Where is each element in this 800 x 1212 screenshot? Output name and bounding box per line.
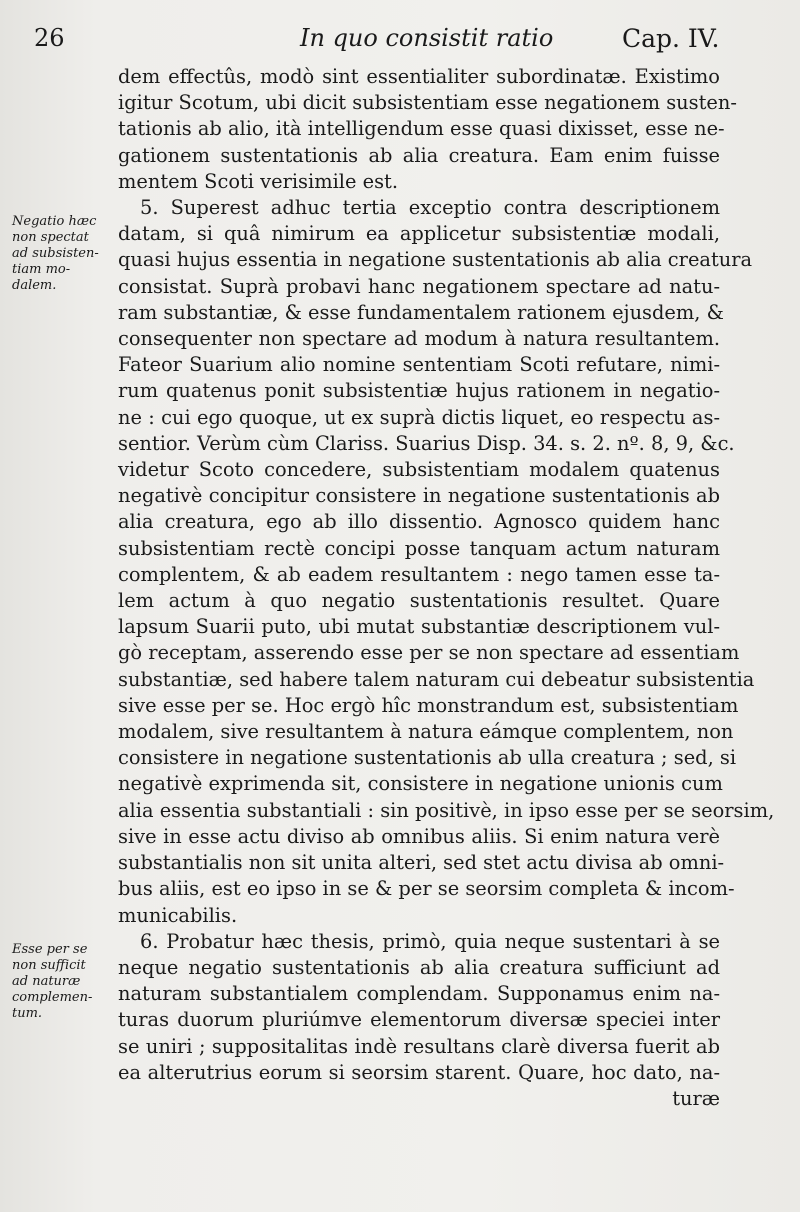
- text-line: gò receptam, asserendo esse per se non spectare ad essentiam: [118, 641, 740, 665]
- text-line: videtur Scoto concedere, subsistentiam modalem quatenus: [118, 458, 720, 482]
- text-line: lem actum à quo negatio sustentationis resultet. Quare: [118, 589, 720, 613]
- text-line: ram substantiæ, & esse fundamentalem rationem ejusdem, &: [118, 300, 724, 324]
- body-text: [118, 64, 775, 1112]
- margin-note-line: Negatio hæc: [12, 214, 97, 229]
- text-line: igitur Scotum, ubi dicit subsistentiam esse negationem susten-: [118, 91, 737, 115]
- text-line: sive in esse actu diviso ab omnibus aliis. Si enim natura verè: [118, 824, 720, 848]
- text-line: mentem Scoti verisimile est.: [118, 169, 399, 193]
- text-line: consistere in negatione sustentationis ab ulla creatura ; sed, si: [118, 746, 737, 770]
- text-line: consequenter non spectare ad modum à natura resultantem.: [118, 327, 720, 351]
- text-line: negativè concipitur consistere in negatione sustentationis ab: [118, 484, 720, 508]
- page-number: 26: [34, 24, 65, 52]
- text-line: municabilis.: [118, 903, 238, 927]
- margin-note-line: dalem.: [12, 278, 57, 293]
- margin-note-1: [12, 214, 112, 294]
- text-line: substantiæ, sed habere talem naturam cui debeatur subsistentia: [118, 667, 755, 691]
- text-line: naturam substantialem complendam. Supponamus enim na-: [118, 982, 720, 1006]
- text-line: rum quatenus ponit subsistentiæ hujus rationem in negatio-: [118, 379, 720, 403]
- text-line: negativè exprimenda sit, consistere in negatione unionis cum: [118, 772, 723, 796]
- text-line: quasi hujus essentia in negatione sustentationis ab alia creatura: [118, 248, 753, 272]
- chapter-label: Cap. IV.: [622, 24, 720, 53]
- margin-note-line: ad subsisten-: [12, 246, 99, 261]
- margin-note-2: [12, 942, 112, 1022]
- running-title: In quo consistit ratio: [300, 24, 554, 52]
- text-line: gationem sustentationis ab alia creatura. Eam enim fuisse: [118, 143, 720, 167]
- text-line: alia creatura, ego ab illo dissentio. Agnosco quidem hanc: [118, 510, 720, 534]
- text-line: sive esse per se. Hoc ergò hîc monstrandum est, subsistentiam: [118, 693, 739, 717]
- text-line: subsistentiam rectè concipi posse tanquam actum naturam: [118, 536, 720, 560]
- text-line: modalem, sive resultantem à natura eámque complentem, non: [118, 720, 734, 744]
- text-line: alia essentia substantiali : sin positivè, in ipso esse per se seorsim,: [118, 798, 775, 822]
- margin-note-line: tum.: [12, 1006, 43, 1021]
- margin-note-line: tiam mo-: [12, 262, 71, 277]
- text-line: bus aliis, est eo ipso in se & per se seorsim completa & incom-: [118, 877, 735, 901]
- margin-note-line: non spectat: [12, 230, 89, 245]
- margin-note-line: ad naturæ: [12, 974, 81, 989]
- text-line: turas duorum pluriúmve elementorum diversæ speciei inter: [118, 1008, 720, 1032]
- text-line: se uniri ; suppositalitas indè resultans clarè diversa fuerit ab: [118, 1034, 720, 1058]
- text-line: dem effectûs, modò sint essentialiter subordinatæ. Existimo: [118, 65, 720, 88]
- text-line: 5. Superest adhuc tertia exceptio contra descriptionem: [140, 196, 720, 220]
- page-header: [30, 18, 780, 58]
- text-line: 6. Probatur hæc thesis, primò, quia neque sustentari à se: [140, 929, 720, 953]
- text-line: ea alterutrius eorum si seorsim starent. Quare, hoc dato, na-: [118, 1060, 720, 1084]
- text-line: substantialis non sit unita alteri, sed stet actu divisa ab omni-: [118, 851, 725, 875]
- margin-note-line: complemen-: [12, 990, 93, 1005]
- text-line: sentior. Verùm cùm Clariss. Suarius Disp. 34. s. 2. nº. 8, 9, &c.: [118, 431, 735, 455]
- text-line: tationis ab alio, ità intelligendum esse quasi dixisset, esse ne-: [118, 117, 725, 141]
- text-line: turæ: [672, 1086, 720, 1110]
- text-line: complentem, & ab eadem resultantem : nego tamen esse ta-: [118, 562, 720, 586]
- text-line: ne : cui ego quoque, ut ex suprà dictis liquet, eo respectu as-: [118, 405, 720, 429]
- text-line: neque negatio sustentationis ab alia creatura sufficiunt ad: [118, 955, 720, 979]
- margin-note-line: non sufficit: [12, 958, 86, 973]
- text-line: consistat. Suprà probavi hanc negationem spectare ad natu-: [118, 274, 720, 298]
- text-line: datam, si quâ nimirum ea applicetur subsistentiæ modali,: [118, 222, 720, 246]
- text-line: lapsum Suarii puto, ubi mutat substantiæ descriptionem vul-: [118, 615, 720, 639]
- text-line: Fateor Suarium alio nomine sententiam Scoti refutare, nimi-: [118, 353, 720, 377]
- margin-note-line: Esse per se: [12, 942, 88, 957]
